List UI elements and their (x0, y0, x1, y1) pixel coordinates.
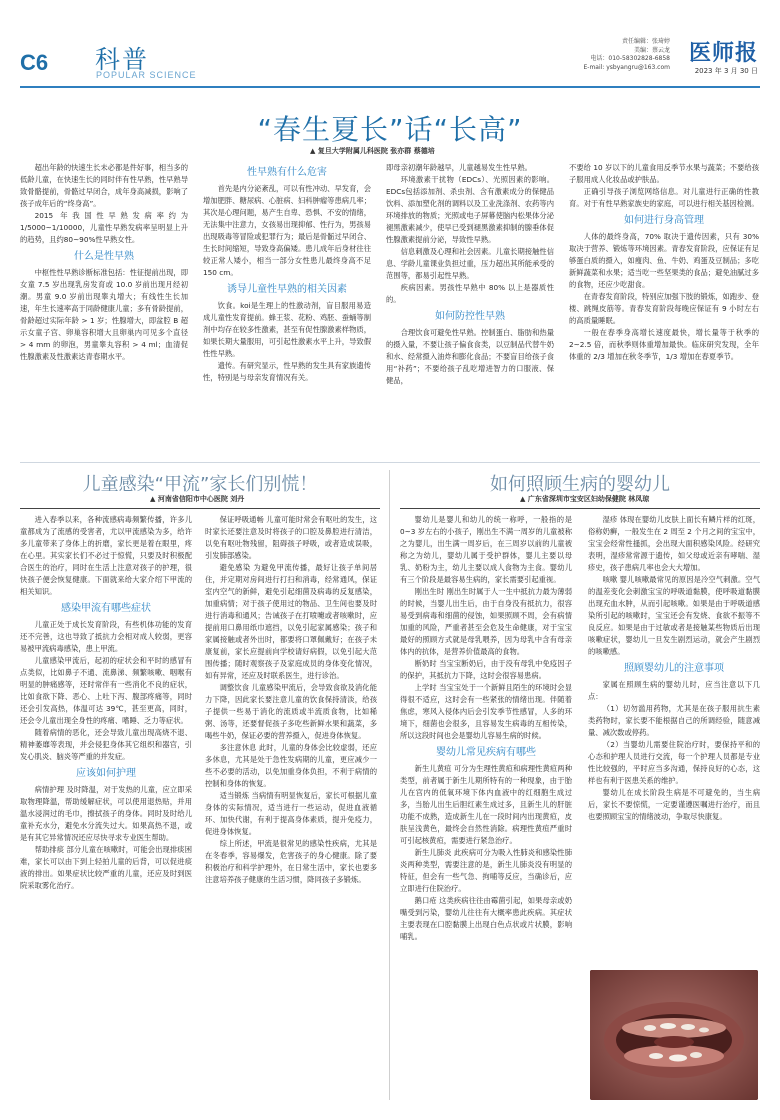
paragraph: 病情护理 及时降温，对于发热的儿童，应立即采取物理降温，帮助缓解症状，可以使用退热贴，并用温水浸润过的毛巾，擦拭孩子的身体。同时及时给儿童补充水分，避免水分流失过大。如果高热不退，或是有其它异常情况还应尽快寻求专业医生帮助。 (20, 785, 192, 842)
column-divider (389, 470, 390, 1100)
editor-line: 电话：010-58302828-6858 (590, 55, 670, 62)
paragraph: 即母亲初潮年龄越早，儿童越易发生性早熟。 (386, 163, 532, 172)
paragraph: 首先是内分泌紊乱，可以有性冲动、早发育，会增加肥胖、糖尿病、心脏病、妇科肿瘤等患病几率；其次是心理问题，易产生自卑、恐惧、不安的情绪，无法集中注意力，女孩易出现抑郁、性行为，男孩易出现吸毒等冒险或犯罪行为；最后是骨骺过早闭合、生长时间缩短，导致身高偏矮。患儿成年后身材往往较正常人矮小，相当一部分女性患儿最终身高不足 150 cm。 (203, 184, 371, 277)
article3-col1 (400, 514, 572, 943)
byline-rule (20, 508, 380, 509)
paragraph: 避免感染 为避免甲流传播，最好让孩子单间居住，并定期对房间进行打扫和消毒，经常通风，保证室内空气的新鲜，避免引起细菌及病毒的反复感染，加重病情；对于孩子使用过的物品、卫生间也要及时进行消毒和通风；告诫孩子在打喷嚏或者咳嗽时，应提前用口鼻用纸巾遮挡，以免引起家属感染；孩子和家属接触或者外出时，都要将口罩佩戴好；在孩子未康复前，家长应提前向学校请好病假，以免引起大范围传播；随时观察孩子及家庭成员的身体变化情况，如有异常，还应及时联系医生，进行诊治。 (205, 563, 377, 680)
page-number: C6 (20, 50, 49, 75)
paragraph: 家属在照顾生病的婴幼儿时，应当注意以下几点： (588, 680, 760, 701)
paragraph: 上学时 当宝宝处于一个新鲜且陌生的环境时会显得很不适应，这时会有一些紧张的情绪出现。伴随着焦虑，寒风入侵体内后会引发季节性感冒，人多的环境下，细菌也会很多，且容易发生病毒的互相传染，所以这段时间也会是婴幼儿容易生病的时候。 (400, 683, 572, 740)
article3-col2 (588, 514, 760, 823)
editor-line: 责任编辑：张琦婷 (621, 38, 670, 45)
paragraph: 随着病情的恶化，还会导致儿童出现高烧不退、精神萎靡等表现，并会侵犯身体其它组织和器官，引发心肌炎、脑炎等严重的并发症。 (20, 728, 192, 761)
article3-byline: ▲ 广东省深圳市宝安区妇幼保健院 林凤琼 (520, 495, 650, 503)
subheading: 感染甲流有哪些症状 (61, 603, 151, 614)
article1-byline: ▲ 复旦大学附属儿科医院 张亦群 蔡德培 (310, 147, 435, 155)
paragraph: 不要给 10 岁以下的儿童食用反季节水果与蔬菜；不要给孩子服用成人化妆品或护肤品。 (569, 163, 759, 184)
section-divider (20, 462, 760, 463)
paragraph: 疾病因素。男孩性早熟中 80% 以上是器质性的。 (386, 283, 554, 304)
paragraph: 环境激素干扰物（EDCs）、光照因素的影响。EDCs包括添加剂、杀虫剂、含有激素成分的保健品饮料、添加塑化剂的调料以及工业洗涤剂、农药等内环境排放的物质；光照或电子屏幕使脑内松果体分泌褪黑激素减少，使早已受到褪黑激素抑制的腺垂体促性腺激素提前分泌，导致性早熟。 (386, 175, 554, 244)
paragraph: 鹅口疮 这类疾病往往由霉菌引起，如果母亲或奶嘴受到污染，婴幼儿往往有大概率患此疾病。其症状主要表现在口腔黏膜上出现白色点状或片状膜，影响哺乳。 (400, 896, 572, 941)
paragraph: 帮助排痰 部分儿童在咳嗽时，可能会出现排痰困难，家长可以由下到上轻拍儿童的后背，可以促进痰液的排出。如果症状比较严重的儿童，还应及时到医院采取雾化治疗。 (20, 845, 192, 890)
paragraph: （2）当婴幼儿需要住院治疗时，要保持平和的心态和护理人员进行交流，每一个护理人员都是专业性比较强的，平时应当多沟通，保持良好的心态，这样也有利于医患关系的维护。 (588, 740, 760, 785)
subheading: 什么是性早熟 (74, 251, 134, 262)
oral-thrush-photo (590, 970, 758, 1100)
editor-line: E-mail: ysbyangru@163.com (583, 63, 670, 71)
subheading: 应该如何护理 (76, 768, 136, 779)
section-subtitle: POPULAR SCIENCE (96, 70, 197, 80)
paragraph: 多注意休息 此时，儿童的身体会比较虚弱，还应多休息，尤其是处于急性发病期的儿童，更应减少一些不必要的活动，以免加重身体负担，不利于病情的控制和身体的恢复。 (205, 743, 377, 788)
article3-headline: 如何照顾生病的婴幼儿 (490, 474, 670, 495)
article1-col1 (20, 162, 188, 363)
subheading: 性早熟有什么危害 (247, 167, 327, 178)
subheading: 照顾婴幼儿的注意事项 (624, 663, 724, 674)
article1-col4 (569, 162, 759, 363)
paragraph: 保证呼吸通畅 儿童可能时常会有呕吐的发生，这时家长还要注意及时将孩子的口腔及鼻腔进行清洁，以免有呕吐物残留，阻碍孩子呼吸，或者造成误吸，引发肺部感染。 (205, 515, 377, 560)
paragraph: 人体的最终身高，70% 取决于遗传因素，只有 30% 取决于营养、锻炼等环境因素。青春发育阶段，应保证有足够蛋白质的摄入，如瘦肉、鱼、牛奶、鸡蛋及豆制品；多吃新鲜蔬菜和水果；适当吃一些坚果类的食品；避免油腻过多的食物，还应少吃甜食。 (569, 232, 759, 289)
paragraph: （1）切勿滥用药物，尤其是在孩子服用抗生素类药物时，家长要不能根据自己的所调经验，随意减量、减次数或停药。 (588, 704, 760, 737)
article1-col2 (203, 162, 371, 384)
article2-byline: ▲ 河南省信阳市中心医院 刘丹 (150, 495, 245, 503)
article1-headline: “春生夏长”话“长高” (257, 113, 523, 146)
paragraph: 综上所述，甲流是很常见的感染性疾病，尤其是在冬春季，容易爆发，危害孩子的身心健康。除了要积极治疗和科学护理外，在日常生活中，家长也要多注意培养孩子健康的生活习惯，降同孩子多锻炼。 (205, 839, 377, 884)
mouth-illustration (590, 970, 758, 1100)
article1-col3 (386, 162, 554, 387)
section-title: 科普 (95, 45, 150, 74)
subheading: 如何进行身高管理 (624, 215, 704, 226)
paragraph: 信息刺激及心理和社会因素。儿童长期接触性信息、学龄儿童课业负担过重，压力超出其所能承受的范围等，都易引起性早熟。 (386, 247, 554, 280)
issue-date: 2023 年 3 月 30 日 (694, 67, 758, 75)
paragraph: 湿疹 体现在婴幼儿皮肤上面长有鳞片样的红斑，俗称奶癣，一般发生在 2 周至 2 个月之间的宝宝中，宝宝会经常性搔抓，会出现大面积感染风险。经研究表明，湿疹常常源于遗传，如父母或近亲有哮喘、湿疹史，孩子患病几率也会大大增加。 (588, 515, 760, 572)
subheading: 诱导儿童性早熟的相关因素 (227, 284, 347, 295)
editor-info (500, 38, 670, 72)
header-divider (20, 86, 760, 88)
paragraph: 合理饮食可避免性早熟。控制蛋白、脂肪和热量的摄入量，不要让孩子偏食食类，以豆制品代替牛奶和水、经常摄入油炸和膨化食品；不要盲目给孩子食用“补药”；不要给孩子乱吃增进智力的口服液、保健品， (386, 328, 554, 385)
subheading: 婴幼儿常见疾病有哪些 (436, 747, 536, 758)
paragraph: 适当锻炼 当病情有明显恢复后，家长可根据儿童身体的实际情况，适当进行一些运动，促进血液循环、加快代谢，有利于提高身体素质，提升免疫力，促进身体恢复。 (205, 791, 377, 836)
paragraph: 刚出生时 刚出生时属于人一生中抵抗力最为薄弱的时候，当婴儿出生后，由于自身没有抵抗力，很容易受到病毒和细菌的侵蚀，如果照顾不周，会有病情加重的风险，严重者甚至会危及生命健康，对于宝宝最好的照顾方式就是母乳喂养，因为母乳中含有母亲体内的抗体，是营养价值最高的食物。 (400, 587, 572, 656)
paragraph: 新生儿肺炎 此疾病可分为吸入性肺炎和感染性肺炎两种类型，需要注意的是，新生儿肺炎没有明显的特征，但会有一些气急、拘哺等反应，当确诊后，应立即进行住院治疗。 (400, 848, 572, 893)
masthead-logo: 医师报 (688, 41, 758, 66)
editor-line: 美编：蔡云龙 (633, 46, 670, 54)
article2-headline: 儿童感染“甲流”家长们别慌！ (82, 474, 318, 495)
paragraph: 新生儿黄疸 可分为生理性黄疸和病理性黄疸两种类型，前者属于新生儿期所特有的一种现象，由于胎儿在宫内的低氧环境下体内血液中的红细胞生成过多，当胎儿出生后胆红素生成过多，且新生儿的肝脏功能不成熟，造成新生儿在一段时间内出现黄疸，皮肤呈浅黄色，最终会自然性消除。病理性黄疸严重时可引起核黄疸，需要进行紧急治疗。 (400, 764, 572, 845)
paragraph: 咳嗽 婴儿咳嗽最常见的原因是冷空气刺激。空气的温差变化会刺激宝宝的呼吸道黏膜，使呼吸道黏膜出现充血水肿，从而引起咳嗽。如果是由于呼吸道感染所引起的咳嗽时，宝宝还会有发烧、食欲不振等不良反应。如果是由于过敏或者是接触某些物质后出现咳嗽症状，婴幼儿一旦发生剧烈运动，就会产生剧烈的咳嗽感。 (588, 575, 760, 656)
paragraph: 遗传。有研究显示，性早熟的发生具有家族遗传性，特别是与母亲发育情况有关。 (203, 361, 371, 382)
paragraph: 儿童正处于成长发育阶段，有些机体功能的发育还不完善，这也导致了抵抗力会相对成人较弱，更容易被甲流病毒感染，患上甲流。 (20, 620, 192, 653)
article2-col2 (205, 514, 377, 886)
paragraph: 中枢性性早熟诊断标准包括：性征提前出现，即女童 7.5 岁出现乳房发育或 10.0 岁前出现月经初潮。男童 9.0 岁前出现睾丸增大；有线性生长加速，年生长速率高于同龄健康儿童；多有骨龄提前，骨龄超过实际年龄 > 1 岁；性腺增大，即盆腔 B 超示女童子宫、卵巢容积增大且卵巢内可见多个直径 > 4 mm 的卵泡，男童睾丸容积 > 4 ml；血清促性腺激素及性激素达青春期水平。 (20, 268, 188, 361)
paragraph: 婴幼儿在成长阶段生病是不可避免的，当生病后，家长不要惊慌，一定要谨遵医嘱进行治疗，而且也要照顾宝宝的情绪波动，争取尽快康复。 (588, 788, 760, 821)
paragraph: 正确引导孩子浏览网络信息。对儿童进行正确的性教育。对于有性早熟家族史的家庭，可以进行相关基因检测。 (569, 187, 759, 208)
paragraph: 儿童感染甲流后，起初的症状会和平时的感冒有点类似，比如鼻子不通、流鼻涕、频繁咳嗽、咽喉有明显的肿痛感等，还时常伴有一些消化不良的症状，比如食欲下降、恶心、上吐下泻、腹部疼痛等，同时还会引发高热，体温可达 39℃，甚至更高，同时，还会令儿童出现全身性的疼痛、嗜睡、乏力等症状。 (20, 656, 192, 725)
byline-rule (400, 508, 760, 509)
page-header (0, 0, 780, 90)
paragraph: 超出年龄的快速生长未必都是件好事，相当多的低龄儿童，在快速生长的同时伴有性早熟，性早熟导致骨骼提前，骨骼过早闭合，成年身高减损，影响了孩子成年后的“终身高”。 (20, 163, 188, 208)
paragraph: 断奶时 当宝宝断奶后，由于没有母乳中免疫因子的保护，其抵抗力下降，这时会很容易患病。 (400, 659, 572, 680)
paragraph: 婴幼儿是婴儿和幼儿的统一称呼，一般指的是 0~3 岁左右的小孩子，刚出生不满一周岁的儿童被称之为婴儿，出生满一周岁后，在三周岁以前的儿童被称之为幼儿，婴幼儿属于受护群体，婴儿主要以母乳、奶粉为主，幼儿主要以成人食物为主食。婴幼儿有三个阶段是最容易生病的，家长需要引起重视。 (400, 515, 572, 584)
paragraph: 一般在春季身高增长速度最快，增长量等于秋季的 2~2.5 倍，而秋季则体重增加最快。临床研究发现，全年体重的 2/3 增加在秋冬季节，1/3 增加在春夏季节。 (569, 328, 759, 361)
paragraph: 在青春发育阶段，特别应加强下肢的锻炼，如跑步、登楼、跳绳皮筋等。青春发育阶段每晚应保证有 9 小时左右的高质量睡眠。 (569, 292, 759, 325)
paragraph: 饮食。koi是生理上的性激动剂，盲目服用易造成儿童性发育提前。蜂王浆、花粉、鸡胚、蚕蛹等制剂中均存在较多性激素，甚至有促性腺激素样物质，如果长期大量服用，可引起性激素水平上升，导致假性性早熟。 (203, 301, 371, 358)
paragraph: 进入春季以来，各种流感病毒频繁传播，许多儿童都成为了流感的受害者，尤以甲流感染为多，给许多儿童带来了身体上的折磨，家长更是着在眼里，疼在心里。其实家长们不必过于惊慌，只要及时积极配合医生的治疗，同时在生活上注意对孩子的护理，很快孩子便会恢复健康。下面就来给大家介绍下甲流的相关知识。 (20, 515, 192, 596)
subheading: 如何防控性早熟 (435, 311, 505, 322)
paragraph: 调整饮食 儿童感染甲流后，会导致食欲及消化能力下降，因此家长要注意儿童的饮食保持清淡，给孩子提供一些易于消化的流质或半流质食物，比如稀粥、汤等，还要督促孩子多吃些新鲜水果和蔬菜，多喝些牛奶，保证必要的营养摄入，促进身体恢复。 (205, 683, 377, 740)
paragraph: 2015 年我国性早熟发病率约为 1/5000~1/10000，儿童性早熟发病率呈明显上升的趋势，且约80~90%性早熟女性。 (20, 211, 188, 244)
article2-col1 (20, 514, 192, 892)
